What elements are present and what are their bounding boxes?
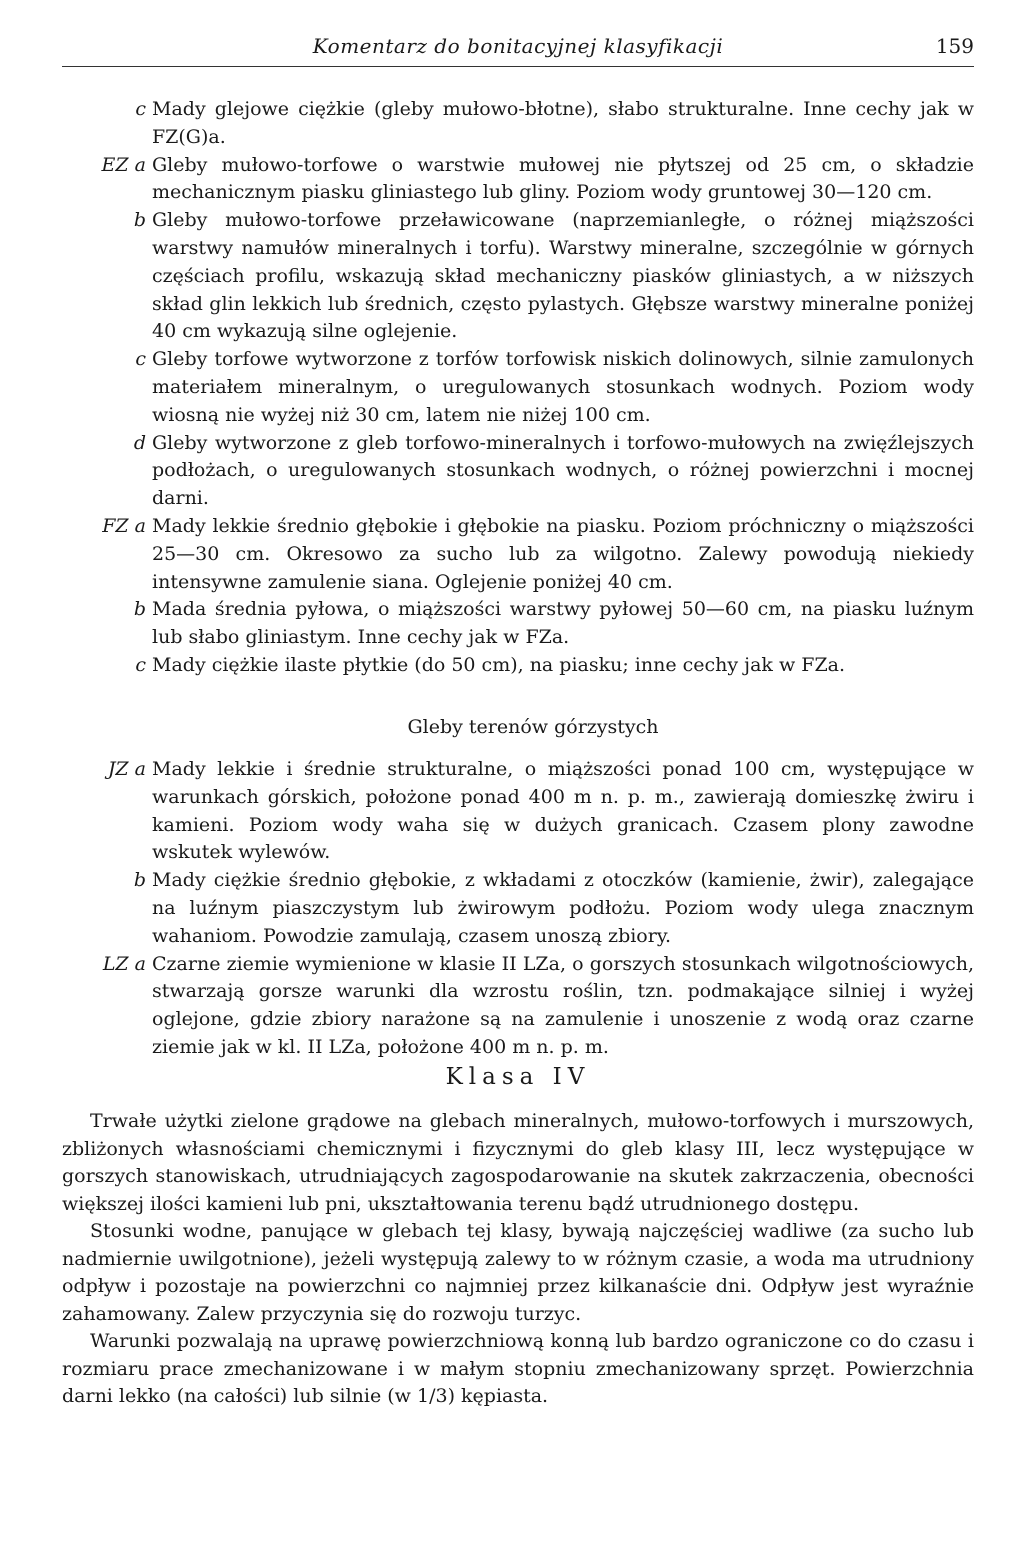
entry-label: b <box>133 209 146 232</box>
page-header <box>62 30 974 67</box>
paragraph: Trwałe użytki zielone grądowe na glebach mineralnych, mułowo-torfowych i murszowych, zbliżonych własnościami chemicznymi i fizycznymi do gleb klasy III, lecz występujące w gorszych stanowiskach, utrudniających zagospodarowanie na skutek zakrzaczenia, obecności większej ilości kamieni lub pni, ukształtowania terenu bądź utrudnionego dostępu. <box>62 1110 974 1215</box>
class-description <box>62 1108 974 1411</box>
entry-label: EZ a <box>101 153 146 176</box>
soil-entry <box>62 152 974 208</box>
soil-entry <box>62 867 974 950</box>
entry-label: c <box>135 348 146 371</box>
entry-label: FZ a <box>102 514 146 537</box>
entry-text: Czarne ziemie wymienione w klasie II LZa, o gorszych stosunkach wilgotnościowych, stwarzają gorsze warunki dla wzrostu roślin, tzn. podmakające silniej i wyżej oglejone, gdzie zbiory narażone są na zamulenie i unoszenie z wodą oraz czarne ziemie jak w kl. II LZa, położone 400 m n. p. m. <box>152 952 974 1058</box>
entry-text: Mady glejowe ciężkie (gleby mułowo-błotne), słabo strukturalne. Inne cechy jak w FZ(G)a. <box>152 98 974 148</box>
paragraph: Warunki pozwalają na uprawę powierzchniową konną lub bardzo ograniczone co do czasu i rozmiaru prace zmechanizowane i w małym stopniu zmechanizowany sprzęt. Powierzchnia darni lekko (na całości) lub silnie (w 1/3) kępiasta. <box>62 1330 974 1407</box>
soil-entry <box>62 430 974 513</box>
entry-text: Gleby torfowe wytworzone z torfów torfowisk niskich dolinowych, silnie zamulonych materiałem mineralnym, o uregulowanych stosunkach wodnych. Poziom wody wiosną nie wyżej niż 30 cm, latem nie niżej 100 cm. <box>152 348 974 426</box>
entry-label: JZ a <box>107 758 146 780</box>
soil-entry <box>62 346 974 429</box>
paragraph: Stosunki wodne, panujące w glebach tej klasy, bywają najczęściej wadliwe (za sucho lub nadmiernie uwilgotnione), jeżeli występują zalewy to w różnym czasie, a woda ma utrudniony odpływ i pozostaje na powierzchni co najmniej przez kilkanaście dni. Odpływ jest wyraźnie zahamowany. Zalew przyczynia się do rozwoju turzyc. <box>62 1220 974 1325</box>
soil-entry <box>62 207 974 346</box>
entry-text: Gleby wytworzone z gleb torfowo-mineralnych i torfowo-mułowych na zwięźlejszych podłożach, o uregulowanych stosunkach wodnych, o różnej powierzchni i mocnej darni. <box>152 431 974 510</box>
entry-text: Gleby mułowo-torfowe przeławicowane (naprzemianległe, o różnej miąższości warstwy namułów mineralnych i torfu). Warstwy mineralne, szczególnie w górnych częściach profilu, wskazują skład mechaniczny piasków gliniastych, a w niższych skład glin lekkich lub średnich, często pylastych. Głębsze warstwy mineralne poniżej 40 cm wykazują silne oglejenie. <box>152 209 974 343</box>
soil-entry <box>62 596 974 652</box>
running-title: Komentarz do bonitacyjnej klasyfikacji <box>312 34 724 58</box>
entry-text: Gleby mułowo-torfowe o warstwie mułowej nie płytszej od 25 cm, o składzie mechanicznym piasku gliniastego lub gliny. Poziom wody gruntowej 30—120 cm. <box>152 153 974 204</box>
soil-entry <box>62 756 974 867</box>
soil-entry <box>62 96 974 152</box>
entry-label: c <box>135 98 146 120</box>
soil-entry <box>62 652 974 680</box>
entry-label: b <box>133 598 146 621</box>
entry-label: b <box>133 869 146 892</box>
entry-text: Mady lekkie i średnie strukturalne, o miąższości ponad 100 cm, występujące w warunkach górskich, położone ponad 400 m n. p. m., zawierają domieszkę żwiru i kamieni. Poziom wody waha się w dużych granicach. Czasem plony zawodne wskutek wylewów. <box>152 758 974 864</box>
entry-text: Mady ciężkie średnio głębokie, z wkładami z otoczków (kamienie, żwir), zalegające na luźnym piaszczystym lub żwirowym podłożu. Poziom wody ulega znacznym wahaniom. Powodzie zamulają, czasem unoszą zbiory. <box>152 869 974 947</box>
entry-label: c <box>135 653 146 676</box>
entry-text: Mady lekkie średnio głębokie i głębokie na piasku. Poziom próchniczny o miąższości 25—30 cm. Okresowo za sucho lub za wilgotno. Zalewy powodują niekiedy intensywne zamulenie siana. Oglejenie poniżej 40 cm. <box>152 514 974 593</box>
page-number: 159 <box>935 34 974 58</box>
class-heading: Klasa IV <box>445 1064 591 1090</box>
soil-entries-mountain <box>62 756 974 1062</box>
section-subheading: Gleby terenów górzystych <box>407 716 659 738</box>
soil-entries-lowland <box>62 96 974 680</box>
entry-text: Mady ciężkie ilaste płytkie (do 50 cm), na piasku; inne cechy jak w FZa. <box>152 653 846 676</box>
entry-label: LZ a <box>102 952 146 975</box>
entry-label: d <box>133 431 146 454</box>
soil-entry <box>62 513 974 596</box>
entry-text: Mada średnia pyłowa, o miąższości warstwy pyłowej 50—60 cm, na piasku luźnym lub słabo gliniastym. Inne cechy jak w FZa. <box>152 598 974 649</box>
soil-entry <box>62 951 974 1062</box>
